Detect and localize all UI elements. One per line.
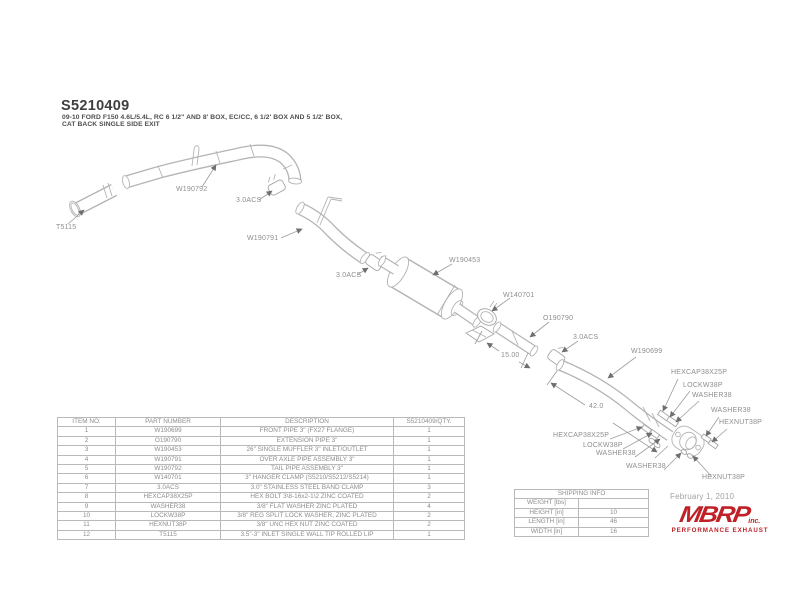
part-label-washer-right-1: WASHER38 — [692, 392, 732, 399]
shipping-header-row — [515, 490, 649, 499]
cell-item: 5 — [58, 465, 116, 474]
part-label-acs-2: 3.0ACS — [336, 272, 362, 279]
cell-item: 11 — [58, 521, 116, 530]
cell-qty: 2 — [394, 512, 465, 521]
part-label-acs-1: 3.0ACS — [236, 197, 262, 204]
part-label-w140701: W140701 — [503, 292, 535, 299]
exhaust-tip-drawing — [67, 183, 114, 218]
shipping-value-height: 10 — [579, 508, 649, 517]
cell-qty: 1 — [394, 465, 465, 474]
mbrp-logo-inc: inc. — [748, 518, 761, 525]
part-label-lockw-left: LOCKW38P — [583, 442, 623, 449]
cell-qty: 4 — [394, 502, 465, 511]
cell-item: 3 — [58, 446, 116, 455]
table-row — [58, 455, 465, 464]
cell-qty: 1 — [394, 530, 465, 539]
cell-desc: 3/8" FLAT WASHER ZINC PLATED — [221, 502, 394, 511]
cell-item: 12 — [58, 530, 116, 539]
col-header-description: DESCRIPTION — [221, 418, 394, 427]
table-row — [58, 493, 465, 502]
cell-desc: HEX BOLT 3\8-16x2-1\2 ZINC COATED — [221, 493, 394, 502]
band-clamp-1-drawing — [264, 173, 287, 196]
mbrp-logo-tagline: PERFORMANCE EXHAUST — [671, 527, 769, 534]
cell-item: 1 — [58, 427, 116, 436]
cell-item: 4 — [58, 455, 116, 464]
shipping-label-length: LENGTH [in] — [515, 518, 579, 527]
mbrp-logo-text: MBRP — [677, 500, 751, 528]
part-label-w190791: W190791 — [247, 235, 279, 242]
cell-item: 7 — [58, 483, 116, 492]
part-label-hexcap-right: HEXCAP38X25P — [671, 369, 728, 376]
cell-qty: 1 — [394, 474, 465, 483]
table-row — [58, 446, 465, 455]
cell-part: T5115 — [116, 530, 221, 539]
cell-desc: 3/8" UNC HEX NUT ZINC COATED — [221, 521, 394, 530]
cell-desc: 3" HANGER CLAMP (S5210/S5212/S5214) — [221, 474, 394, 483]
col-header-item-no: ITEM NO. — [58, 418, 116, 427]
cell-part: W140701 — [116, 474, 221, 483]
cell-qty: 2 — [394, 521, 465, 530]
cell-part: W190453 — [116, 446, 221, 455]
page-title: S5210409 — [61, 98, 130, 114]
cell-part: O190790 — [116, 436, 221, 445]
cell-item: 9 — [58, 502, 116, 511]
part-label-t5115: T5115 — [56, 224, 77, 231]
cell-part: HEXNUT38P — [116, 521, 221, 530]
col-header-part-number: PART NUMBER — [116, 418, 221, 427]
cell-qty: 2 — [394, 493, 465, 502]
cell-qty: 1 — [394, 446, 465, 455]
part-label-w190453: W190453 — [449, 257, 481, 264]
shipping-value-weight — [579, 499, 649, 508]
table-row — [58, 512, 465, 521]
part-label-o190790: O190790 — [543, 315, 574, 322]
part-label-hexnut-left: HEXNUT38P — [702, 474, 746, 481]
cell-desc: FRONT PIPE 3" (FX27 FLANGE) — [221, 427, 394, 436]
cell-qty: 3 — [394, 483, 465, 492]
cell-desc: 3/8" REG SPLIT LOCK WASHER, ZINC PLATED — [221, 512, 394, 521]
over-axle-pipe-drawing — [294, 197, 371, 265]
table-row — [58, 502, 465, 511]
part-label-washer-left-1: WASHER38 — [596, 450, 636, 457]
cell-item: 8 — [58, 493, 116, 502]
cell-part: 3.0ACS — [116, 483, 221, 492]
table-row — [515, 508, 649, 517]
parts-table-header-row — [58, 418, 465, 427]
cell-part: W190791 — [116, 455, 221, 464]
cell-part: LOCKW38P — [116, 512, 221, 521]
cell-desc: OVER AXLE PIPE ASSEMBLY 3" — [221, 455, 394, 464]
cell-desc: 3.5"-3" INLET SINGLE WALL TIP ROLLED LIP — [221, 530, 394, 539]
cell-desc: 3.0" STAINLESS STEEL BAND CLAMP — [221, 483, 394, 492]
shipping-table-title: SHIPPING INFO — [515, 490, 649, 499]
shipping-value-width: 16 — [579, 527, 649, 536]
part-label-washer-right-2: WASHER38 — [711, 407, 751, 414]
table-row — [58, 530, 465, 539]
shipping-value-length: 46 — [579, 518, 649, 527]
col-header-qty: S5210409/QTY. — [394, 418, 465, 427]
part-label-hexnut-right: HEXNUT38P — [719, 419, 763, 426]
cell-part: HEXCAP38X25P — [116, 493, 221, 502]
subtitle-line-2: CAT BACK SINGLE SIDE EXIT — [62, 121, 160, 129]
parts-table — [57, 417, 465, 540]
dimension-label-42: 42.0 — [589, 403, 604, 410]
part-label-w190792: W190792 — [176, 186, 208, 193]
cell-item: 2 — [58, 436, 116, 445]
table-row — [58, 483, 465, 492]
mbrp-logo — [668, 501, 772, 534]
cell-part: WASHER38 — [116, 502, 221, 511]
cell-part: W190699 — [116, 427, 221, 436]
cell-desc: 26" SINGLE MUFFLER 3" INLET/OUTLET — [221, 446, 394, 455]
shipping-label-width: WIDTH [in] — [515, 527, 579, 536]
part-label-lockw-right: LOCKW38P — [683, 382, 723, 389]
muffler-drawing — [377, 254, 483, 329]
cell-qty: 1 — [394, 455, 465, 464]
table-row — [515, 527, 649, 536]
table-row — [58, 521, 465, 530]
cell-desc: EXTENSION PIPE 3" — [221, 436, 394, 445]
cell-desc: TAIL PIPE ASSEMBLY 3" — [221, 465, 394, 474]
shipping-label-height: HEIGHT [in] — [515, 508, 579, 517]
shipping-label-weight: WEIGHT [lbs] — [515, 499, 579, 508]
part-label-hexcap-left: HEXCAP38X25P — [553, 432, 610, 439]
table-row — [58, 465, 465, 474]
cell-item: 10 — [58, 512, 116, 521]
shipping-info-table — [514, 489, 649, 537]
part-label-w190699: W190699 — [631, 348, 663, 355]
part-label-acs-3: 3.0ACS — [573, 334, 599, 341]
part-label-washer-left-2: WASHER38 — [626, 463, 666, 470]
dimension-label-15: 15.00 — [501, 352, 520, 359]
cell-item: 6 — [58, 474, 116, 483]
table-row — [58, 427, 465, 436]
cell-part: W190792 — [116, 465, 221, 474]
table-row — [58, 436, 465, 445]
table-row — [58, 474, 465, 483]
cell-qty: 1 — [394, 436, 465, 445]
revision-date: February 1, 2010 — [670, 492, 735, 501]
cell-qty: 1 — [394, 427, 465, 436]
table-row — [515, 499, 649, 508]
table-row — [515, 518, 649, 527]
subtitle-line-1: 09-10 FORD F150 4.6L/5.4L, RC 6 1/2" AND 8' BOX, EC/CC, 6 1/2' BOX AND 5 1/2' BOX, — [62, 114, 343, 121]
